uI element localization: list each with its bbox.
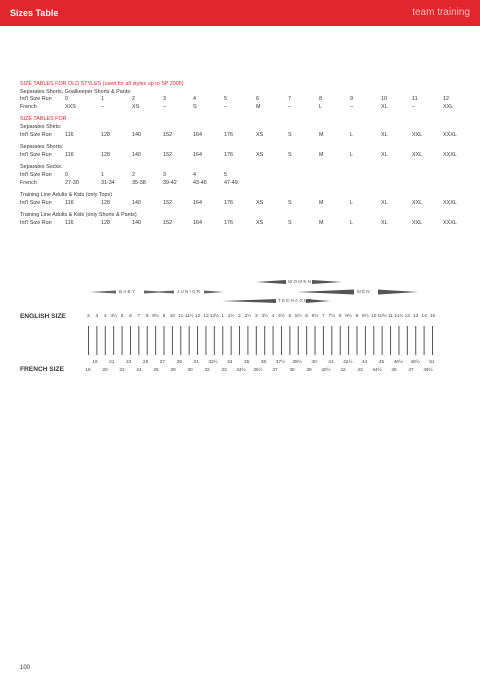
table-cell: XXL: [412, 219, 423, 226]
size-bar: [147, 326, 148, 355]
french-size-tick: 29: [176, 360, 182, 365]
table-cell: 0: [65, 171, 68, 178]
table-cell: S: [288, 219, 292, 226]
english-size-tick: 1½: [227, 314, 235, 319]
table-cell: XS: [256, 219, 264, 226]
french-size-tick: 46: [391, 368, 397, 373]
table-cell: 4: [193, 96, 196, 103]
women-arrow-left: [256, 280, 286, 284]
table-cell: XXS: [65, 103, 76, 110]
english-size-tick: 5: [120, 314, 124, 319]
table-cell: 3: [163, 96, 166, 103]
french-size-tick: 41: [328, 360, 334, 365]
teenager-arrow-left: [222, 299, 276, 303]
english-size-tick: 11½: [394, 314, 404, 319]
french-size-tick: 18: [85, 368, 91, 373]
table-cell: XXL: [412, 131, 423, 138]
size-bar: [398, 326, 399, 355]
english-size-tick: 8½: [345, 314, 352, 319]
english-size-tick: 9: [162, 314, 166, 319]
table-cell: –: [163, 103, 166, 110]
size-bar: [407, 326, 408, 355]
row-label: Int'l Size Run: [20, 151, 52, 158]
table-cell: M: [319, 199, 324, 206]
size-row: [20, 152, 460, 160]
table-cell: XL: [381, 131, 388, 138]
new-tables-title: SIZE TABLES FOR: [20, 116, 67, 123]
french-size-tick: 34: [227, 360, 233, 365]
french-size-tick: 43: [357, 368, 363, 373]
table-cell: XL: [381, 151, 388, 158]
french-size-tick: 24: [136, 368, 142, 373]
table-cell: 27-30: [65, 179, 79, 186]
table-cell: XXXL: [443, 199, 457, 206]
size-bar: [130, 326, 131, 355]
french-size-tick: 46½: [393, 360, 403, 365]
french-size-tick: 31: [193, 360, 199, 365]
size-bar: [197, 326, 198, 355]
table-cell: XL: [381, 199, 388, 206]
table-cell: 176: [224, 219, 233, 226]
english-size-tick: 12: [194, 314, 201, 319]
group-subtitle: Training Line Adults & Kids (only Tops): [20, 192, 112, 199]
table-cell: 152: [163, 131, 172, 138]
men-arrow-left: [297, 290, 354, 295]
group-subtitle: Training Line Adults & Kids (only Shorts & Pants): [20, 212, 137, 219]
size-bar: [105, 326, 106, 355]
junior-arrow-right: [204, 291, 224, 294]
size-bar: [264, 326, 265, 355]
french-size-tick: 25: [142, 360, 149, 365]
page-number: 100: [20, 665, 31, 671]
size-bar: [189, 326, 190, 355]
french-size-tick: 42½: [343, 360, 353, 365]
french-size-tick: 28: [170, 368, 176, 373]
table-cell: 31-34: [101, 179, 115, 186]
table-cell: XL: [381, 219, 388, 226]
english-size-tick: 13: [413, 314, 419, 319]
table-cell: 164: [193, 219, 202, 226]
table-cell: 164: [193, 199, 202, 206]
table-cell: XL: [381, 103, 388, 110]
french-size-label: FRENCH SIZE: [20, 366, 64, 373]
group-subtitle: Separates Shorts:: [20, 144, 64, 151]
table-cell: L: [350, 199, 353, 206]
table-cell: 10: [381, 96, 387, 103]
table-cell: 164: [193, 131, 202, 138]
table-cell: XS: [256, 199, 264, 206]
size-row: [20, 172, 460, 180]
french-size-tick: 32½: [208, 360, 218, 365]
size-row: [20, 200, 460, 208]
category-women: WOMEN: [288, 279, 313, 284]
size-bar: [365, 326, 366, 355]
size-bar: [298, 326, 299, 355]
english-size-tick: 7½: [328, 314, 336, 319]
table-cell: 176: [224, 151, 233, 158]
row-label: Int'l Size Run: [20, 96, 52, 103]
english-size-tick: 10: [371, 314, 377, 319]
size-bar: [273, 326, 274, 355]
row-label: French: [20, 103, 37, 110]
english-size-tick: 6½: [311, 314, 319, 319]
french-size-tick: 23: [126, 360, 132, 365]
french-size-tick: 20: [102, 368, 108, 373]
french-size-tick: 21: [109, 360, 115, 365]
size-bar: [172, 326, 173, 355]
group-subtitle: Separates Socks:: [20, 164, 63, 171]
table-cell: 2: [132, 96, 135, 103]
table-cell: M: [319, 219, 324, 226]
english-size-tick: 2½: [244, 314, 252, 319]
size-bar: [231, 326, 232, 355]
french-size-tick: 40½: [321, 368, 331, 373]
table-cell: –: [288, 103, 291, 110]
table-cell: 11: [412, 96, 418, 103]
row-label: Int'l Size Run: [20, 171, 52, 178]
size-bar: [415, 326, 416, 355]
size-bar: [222, 326, 223, 355]
english-size-tick: 11: [388, 314, 393, 319]
table-cell: 128: [101, 219, 110, 226]
size-bar: [247, 326, 248, 355]
french-size-tick: 49½: [423, 368, 433, 373]
table-cell: 116: [65, 199, 74, 206]
size-bar: [315, 326, 316, 355]
french-size-tick: 33: [221, 368, 227, 373]
english-size-tick: 11½: [184, 314, 194, 319]
english-size-tick: 9½: [362, 314, 369, 319]
french-size-tick: 42: [340, 368, 346, 373]
group-subtitle: Separates Shirts:: [20, 123, 62, 130]
category-junior: JUNIOR: [177, 289, 202, 294]
size-bar: [373, 326, 374, 355]
french-size-tick: 39: [306, 368, 312, 373]
english-size-tick: 8½: [152, 314, 159, 319]
table-cell: XXL: [412, 199, 423, 206]
category-teenager: TEENAGER: [278, 298, 313, 303]
english-size-tick: 6: [305, 314, 308, 319]
english-size-tick: 13½: [209, 314, 220, 319]
table-cell: 2: [132, 171, 135, 178]
table-cell: M: [319, 131, 324, 138]
old-styles-row: [20, 96, 460, 104]
table-cell: 5: [224, 171, 227, 178]
english-size-tick: 3: [95, 314, 99, 319]
english-size-tick: 7: [137, 314, 141, 319]
english-size-tick: 15: [429, 314, 436, 319]
size-bar: [306, 326, 307, 355]
english-size-tick: 2: [238, 314, 241, 319]
english-size-tick: 10½: [377, 314, 387, 319]
table-cell: 176: [224, 199, 233, 206]
english-size-tick: 12: [404, 314, 410, 319]
men-arrow-right: [378, 290, 418, 295]
english-size-tick: 6: [129, 314, 132, 319]
french-size-tick: 47: [408, 368, 414, 373]
size-bar: [348, 326, 349, 355]
size-bar: [122, 326, 123, 355]
size-bar: [138, 326, 139, 355]
english-size-tick: 5: [288, 314, 292, 319]
size-row: [20, 180, 460, 188]
french-size-tick: 34½: [236, 368, 246, 373]
table-cell: XXXL: [443, 131, 457, 138]
table-cell: 140: [132, 151, 141, 158]
table-cell: 164: [193, 151, 202, 158]
french-size-tick: 36: [260, 360, 267, 365]
brand-label: team training: [412, 7, 470, 18]
french-size-tick: 35½: [253, 368, 263, 373]
size-bar: [424, 326, 425, 355]
size-bar: [205, 326, 206, 355]
table-cell: M: [319, 151, 324, 158]
french-size-tick: 44: [361, 360, 368, 365]
english-size-tick: 4½: [278, 314, 285, 319]
size-bar: [256, 326, 257, 355]
table-cell: 5: [224, 96, 227, 103]
table-cell: 128: [101, 199, 110, 206]
english-size-tick: 1: [221, 314, 225, 319]
table-cell: XS: [132, 103, 140, 110]
shoe-size-chart: [0, 270, 480, 390]
french-size-tick: 22: [119, 368, 125, 373]
english-size-tick: 3: [254, 314, 258, 319]
table-cell: S: [193, 103, 197, 110]
english-size-tick: 3½: [261, 314, 269, 319]
table-cell: 152: [163, 151, 172, 158]
size-bar: [289, 326, 290, 355]
table-cell: 43-46: [193, 179, 207, 186]
size-bar: [331, 326, 332, 355]
english-size-tick: 4: [103, 314, 107, 319]
table-cell: 8: [319, 96, 322, 103]
english-size-label: ENGLISH SIZE: [20, 313, 66, 320]
table-cell: –: [224, 103, 227, 110]
english-size-tick: 9: [355, 314, 359, 319]
table-cell: 116: [65, 219, 74, 226]
french-size-tick: 48½: [410, 360, 420, 365]
table-cell: 128: [101, 151, 110, 158]
table-cell: S: [288, 199, 292, 206]
table-cell: 176: [224, 131, 233, 138]
french-size-tick: 37: [272, 368, 278, 373]
row-label: Int'l Size Run: [20, 131, 52, 138]
baby-arrow-left: [90, 291, 116, 294]
table-cell: 39-42: [163, 179, 177, 186]
table-cell: 1: [101, 96, 104, 103]
table-cell: 140: [132, 131, 141, 138]
table-cell: XS: [256, 131, 264, 138]
table-cell: 140: [132, 199, 141, 206]
french-size-tick: 38: [289, 368, 295, 373]
table-cell: –: [101, 103, 104, 110]
french-size-tick: 38½: [292, 360, 302, 365]
women-arrow-right: [312, 280, 342, 284]
old-styles-row: [20, 104, 460, 112]
category-baby: BABY: [119, 289, 137, 294]
table-cell: 140: [132, 219, 141, 226]
size-bar: [214, 326, 215, 355]
english-size-tick: 13: [203, 314, 209, 319]
size-bar: [164, 326, 165, 355]
french-size-tick: 35: [244, 360, 250, 365]
table-cell: 12: [443, 96, 449, 103]
table-cell: L: [350, 151, 353, 158]
table-cell: 9: [350, 96, 353, 103]
table-cell: –: [350, 103, 353, 110]
old-styles-subtitle: Separates Shorts, Goalkeeper Shorts & Pants:: [20, 88, 132, 95]
size-bar: [180, 326, 181, 355]
english-size-tick: 2: [87, 314, 90, 319]
french-size-tick: 19: [92, 360, 98, 365]
size-bar: [155, 326, 156, 355]
table-cell: 6: [256, 96, 259, 103]
table-cell: XXL: [443, 103, 454, 110]
old-styles-title: SIZE TABLES FOR OLD STYLES (used for all styles up to SP 2005): [20, 81, 184, 87]
size-bar: [281, 326, 282, 355]
french-size-tick: 32: [204, 368, 210, 373]
table-cell: 116: [65, 131, 74, 138]
size-row: [20, 132, 460, 140]
table-cell: XXXL: [443, 219, 457, 226]
table-cell: 7: [288, 96, 291, 103]
french-size-tick: 45: [378, 360, 385, 365]
header-bar: [0, 0, 480, 26]
table-cell: 1: [101, 171, 104, 178]
size-bar: [96, 326, 97, 355]
french-size-tick: 27: [159, 360, 166, 365]
english-size-tick: 7: [322, 314, 325, 319]
table-cell: 152: [163, 219, 172, 226]
table-cell: –: [412, 103, 415, 110]
table-cell: XS: [256, 151, 264, 158]
english-size-tick: 8: [145, 314, 149, 319]
table-cell: L: [350, 131, 353, 138]
french-size-tick: 44½: [372, 368, 382, 373]
size-bar: [356, 326, 357, 355]
size-row: [20, 220, 460, 228]
english-size-tick: 11: [178, 314, 184, 319]
table-cell: 35-38: [132, 179, 146, 186]
row-label: Int'l Size Run: [20, 219, 52, 226]
table-cell: 152: [163, 199, 172, 206]
table-cell: XXL: [412, 151, 423, 158]
french-size-tick: 26: [153, 368, 159, 373]
table-cell: S: [288, 131, 292, 138]
table-cell: XXXL: [443, 151, 457, 158]
english-size-tick: 10: [169, 314, 176, 319]
english-size-tick: 5½: [294, 314, 302, 319]
table-cell: 128: [101, 131, 110, 138]
table-cell: 3: [163, 171, 166, 178]
table-cell: L: [350, 219, 353, 226]
size-bar: [340, 326, 341, 355]
table-cell: 0: [65, 96, 68, 103]
row-label: French: [20, 179, 37, 186]
size-bar: [88, 326, 89, 355]
french-size-tick: 30: [187, 368, 193, 373]
size-bar: [323, 326, 324, 355]
english-size-tick: 4½: [110, 314, 118, 319]
table-cell: L: [319, 103, 322, 110]
table-cell: M: [256, 103, 261, 110]
table-cell: 116: [65, 151, 74, 158]
size-bar: [239, 326, 240, 355]
english-size-tick: 4: [271, 314, 275, 319]
french-size-tick: 51: [429, 360, 435, 365]
size-bar: [432, 326, 433, 355]
table-cell: S: [288, 151, 292, 158]
size-bar: [113, 326, 114, 355]
size-bar: [382, 326, 383, 355]
english-size-tick: 14: [421, 314, 427, 319]
junior-arrow-left: [150, 291, 174, 294]
row-label: Int'l Size Run: [20, 199, 52, 206]
size-bar: [390, 326, 391, 355]
table-cell: 47-49: [224, 179, 238, 186]
english-size-tick: 8: [338, 314, 342, 319]
table-cell: 4: [193, 171, 196, 178]
french-size-tick: 37½: [275, 360, 286, 365]
french-size-tick: 40: [311, 360, 317, 365]
category-men: MEN: [357, 289, 371, 294]
page-title: Sizes Table: [10, 8, 59, 18]
old-styles-section: [20, 81, 460, 228]
